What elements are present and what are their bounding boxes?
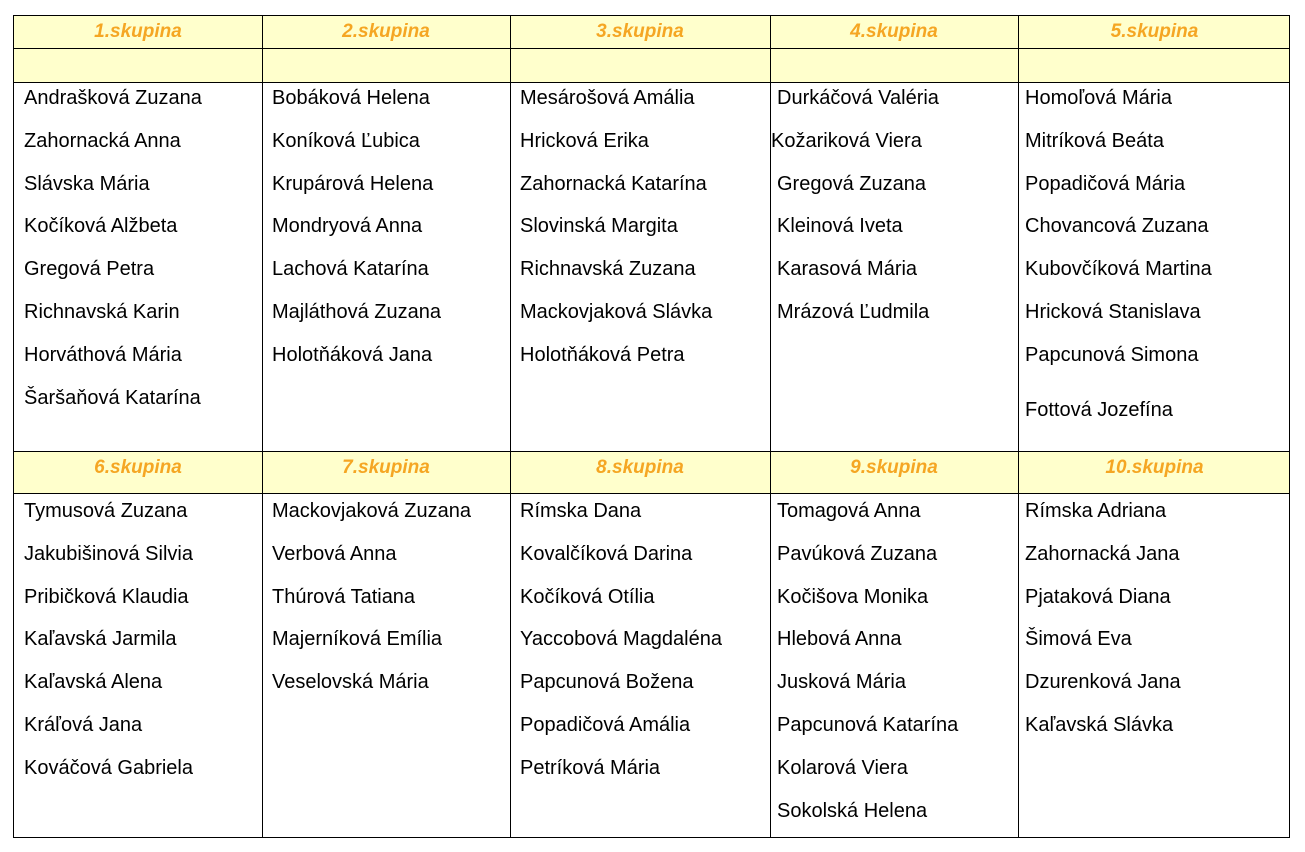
- member-name: Bobáková Helena: [272, 87, 430, 109]
- member-name: Holotňáková Petra: [520, 343, 685, 366]
- row-divider: [14, 493, 1289, 494]
- group-title: 9.skupina: [850, 457, 938, 478]
- member-name: Zahornacká Anna: [24, 129, 181, 152]
- member-name: Pribičková Klaudia: [24, 585, 189, 608]
- member-name: Krupárová Helena: [272, 172, 434, 195]
- member-name: Richnavská Karin: [24, 301, 180, 323]
- member-name: Kaľavská Jarmila: [24, 628, 177, 651]
- row-divider: [14, 48, 1289, 49]
- member-name: Hricková Erika: [520, 129, 649, 152]
- member-name: Sokolská Helena: [777, 799, 928, 822]
- member-name: Pavúková Zuzana: [777, 542, 938, 565]
- member-name: Kaľavská Slávka: [1025, 714, 1174, 736]
- member-name: Majláthová Zuzana: [272, 301, 441, 323]
- member-name: Kováčová Gabriela: [24, 756, 193, 779]
- member-name: Chovancová Zuzana: [1025, 215, 1209, 238]
- member-name: Kovalčíková Darina: [520, 542, 693, 565]
- member-name: Šaršaňová Katarína: [24, 386, 201, 409]
- member-name: Rímska Dana: [520, 500, 642, 522]
- member-name: Kočíková Otília: [520, 585, 655, 608]
- member-name: Jakubišinová Silvia: [24, 542, 193, 565]
- group-title: 3.skupina: [596, 21, 684, 42]
- column-divider: [1018, 16, 1019, 837]
- column-divider: [262, 16, 263, 837]
- member-name: Veselovská Mária: [272, 671, 429, 694]
- member-name: Slávska Mária: [24, 172, 150, 195]
- groups-table: [13, 15, 1290, 838]
- member-name: Yaccobová Magdaléna: [520, 628, 722, 651]
- member-name: Jusková Mária: [777, 671, 906, 694]
- group-title: 2.skupina: [342, 21, 430, 42]
- group-title: 8.skupina: [596, 457, 684, 478]
- member-name: Kočišova Monika: [777, 585, 929, 608]
- member-name: Kožariková Viera: [771, 129, 922, 152]
- group-title: 1.skupina: [94, 21, 182, 42]
- member-name: Kubovčíková Martina: [1025, 258, 1212, 281]
- member-name: Mitríková Beáta: [1025, 129, 1164, 152]
- group-title: 6.skupina: [94, 457, 182, 478]
- member-name: Mesárošová Amália: [520, 87, 695, 109]
- member-name: Andrašková Zuzana: [24, 87, 202, 109]
- member-name: Richnavská Zuzana: [520, 258, 696, 281]
- member-name: Hlebová Anna: [777, 628, 902, 651]
- member-name: Mrázová Ľudmila: [777, 301, 930, 323]
- member-name: Koníková Ľubica: [272, 129, 420, 152]
- member-name: Hricková Stanislava: [1025, 301, 1201, 323]
- member-name: Homoľová Mária: [1025, 87, 1172, 109]
- group-title: 7.skupina: [342, 457, 430, 478]
- member-name: Popadičová Mária: [1025, 172, 1186, 195]
- member-name: Pjataková Diana: [1025, 585, 1171, 608]
- member-name: Tomagová Anna: [777, 500, 921, 522]
- member-name: Papcunová Božena: [520, 671, 694, 694]
- group-title: 10.skupina: [1105, 457, 1204, 478]
- member-name: Petríková Mária: [520, 756, 661, 779]
- member-name: Mondryová Anna: [272, 215, 423, 238]
- member-name: Majerníková Emília: [272, 628, 443, 651]
- member-name: Gregová Zuzana: [777, 172, 926, 195]
- member-name: Lachová Katarína: [272, 258, 429, 281]
- member-name: Mackovjaková Zuzana: [272, 500, 471, 522]
- member-name: Šimová Eva: [1025, 628, 1132, 651]
- row-divider: [14, 82, 1289, 83]
- member-name: Dzurenková Jana: [1025, 671, 1181, 694]
- member-name: Holotňáková Jana: [272, 343, 433, 366]
- member-name: Papcunová Katarína: [777, 714, 959, 736]
- group-title: 5.skupina: [1110, 21, 1199, 42]
- member-name: Kočíková Alžbeta: [24, 215, 178, 238]
- member-name: Kolarová Viera: [777, 756, 908, 779]
- member-name: Tymusová Zuzana: [24, 500, 188, 522]
- member-name: Zahornacká Katarína: [520, 172, 707, 195]
- member-name: Popadičová Amália: [520, 714, 691, 736]
- member-name: Papcunová Simona: [1025, 343, 1199, 366]
- member-name: Zahornacká Jana: [1025, 542, 1180, 565]
- column-divider: [510, 16, 511, 837]
- member-name: Fottová Jozefína: [1025, 398, 1173, 421]
- member-name: Rímska Adriana: [1025, 500, 1167, 522]
- member-name: Mackovjaková Slávka: [520, 301, 713, 323]
- member-name: Kráľová Jana: [24, 714, 143, 736]
- member-name: Verbová Anna: [272, 542, 397, 565]
- member-name: Slovinská Margita: [520, 215, 678, 238]
- member-name: Karasová Mária: [777, 258, 918, 281]
- member-name: Durkáčová Valéria: [777, 87, 939, 109]
- member-name: Kleinová Iveta: [777, 215, 903, 238]
- group-title: 4.skupina: [850, 21, 938, 42]
- member-name: Gregová Petra: [24, 258, 155, 281]
- member-name: Thúrová Tatiana: [272, 585, 416, 608]
- member-name: Horváthová Mária: [24, 343, 182, 366]
- member-name: Kaľavská Alena: [24, 671, 163, 694]
